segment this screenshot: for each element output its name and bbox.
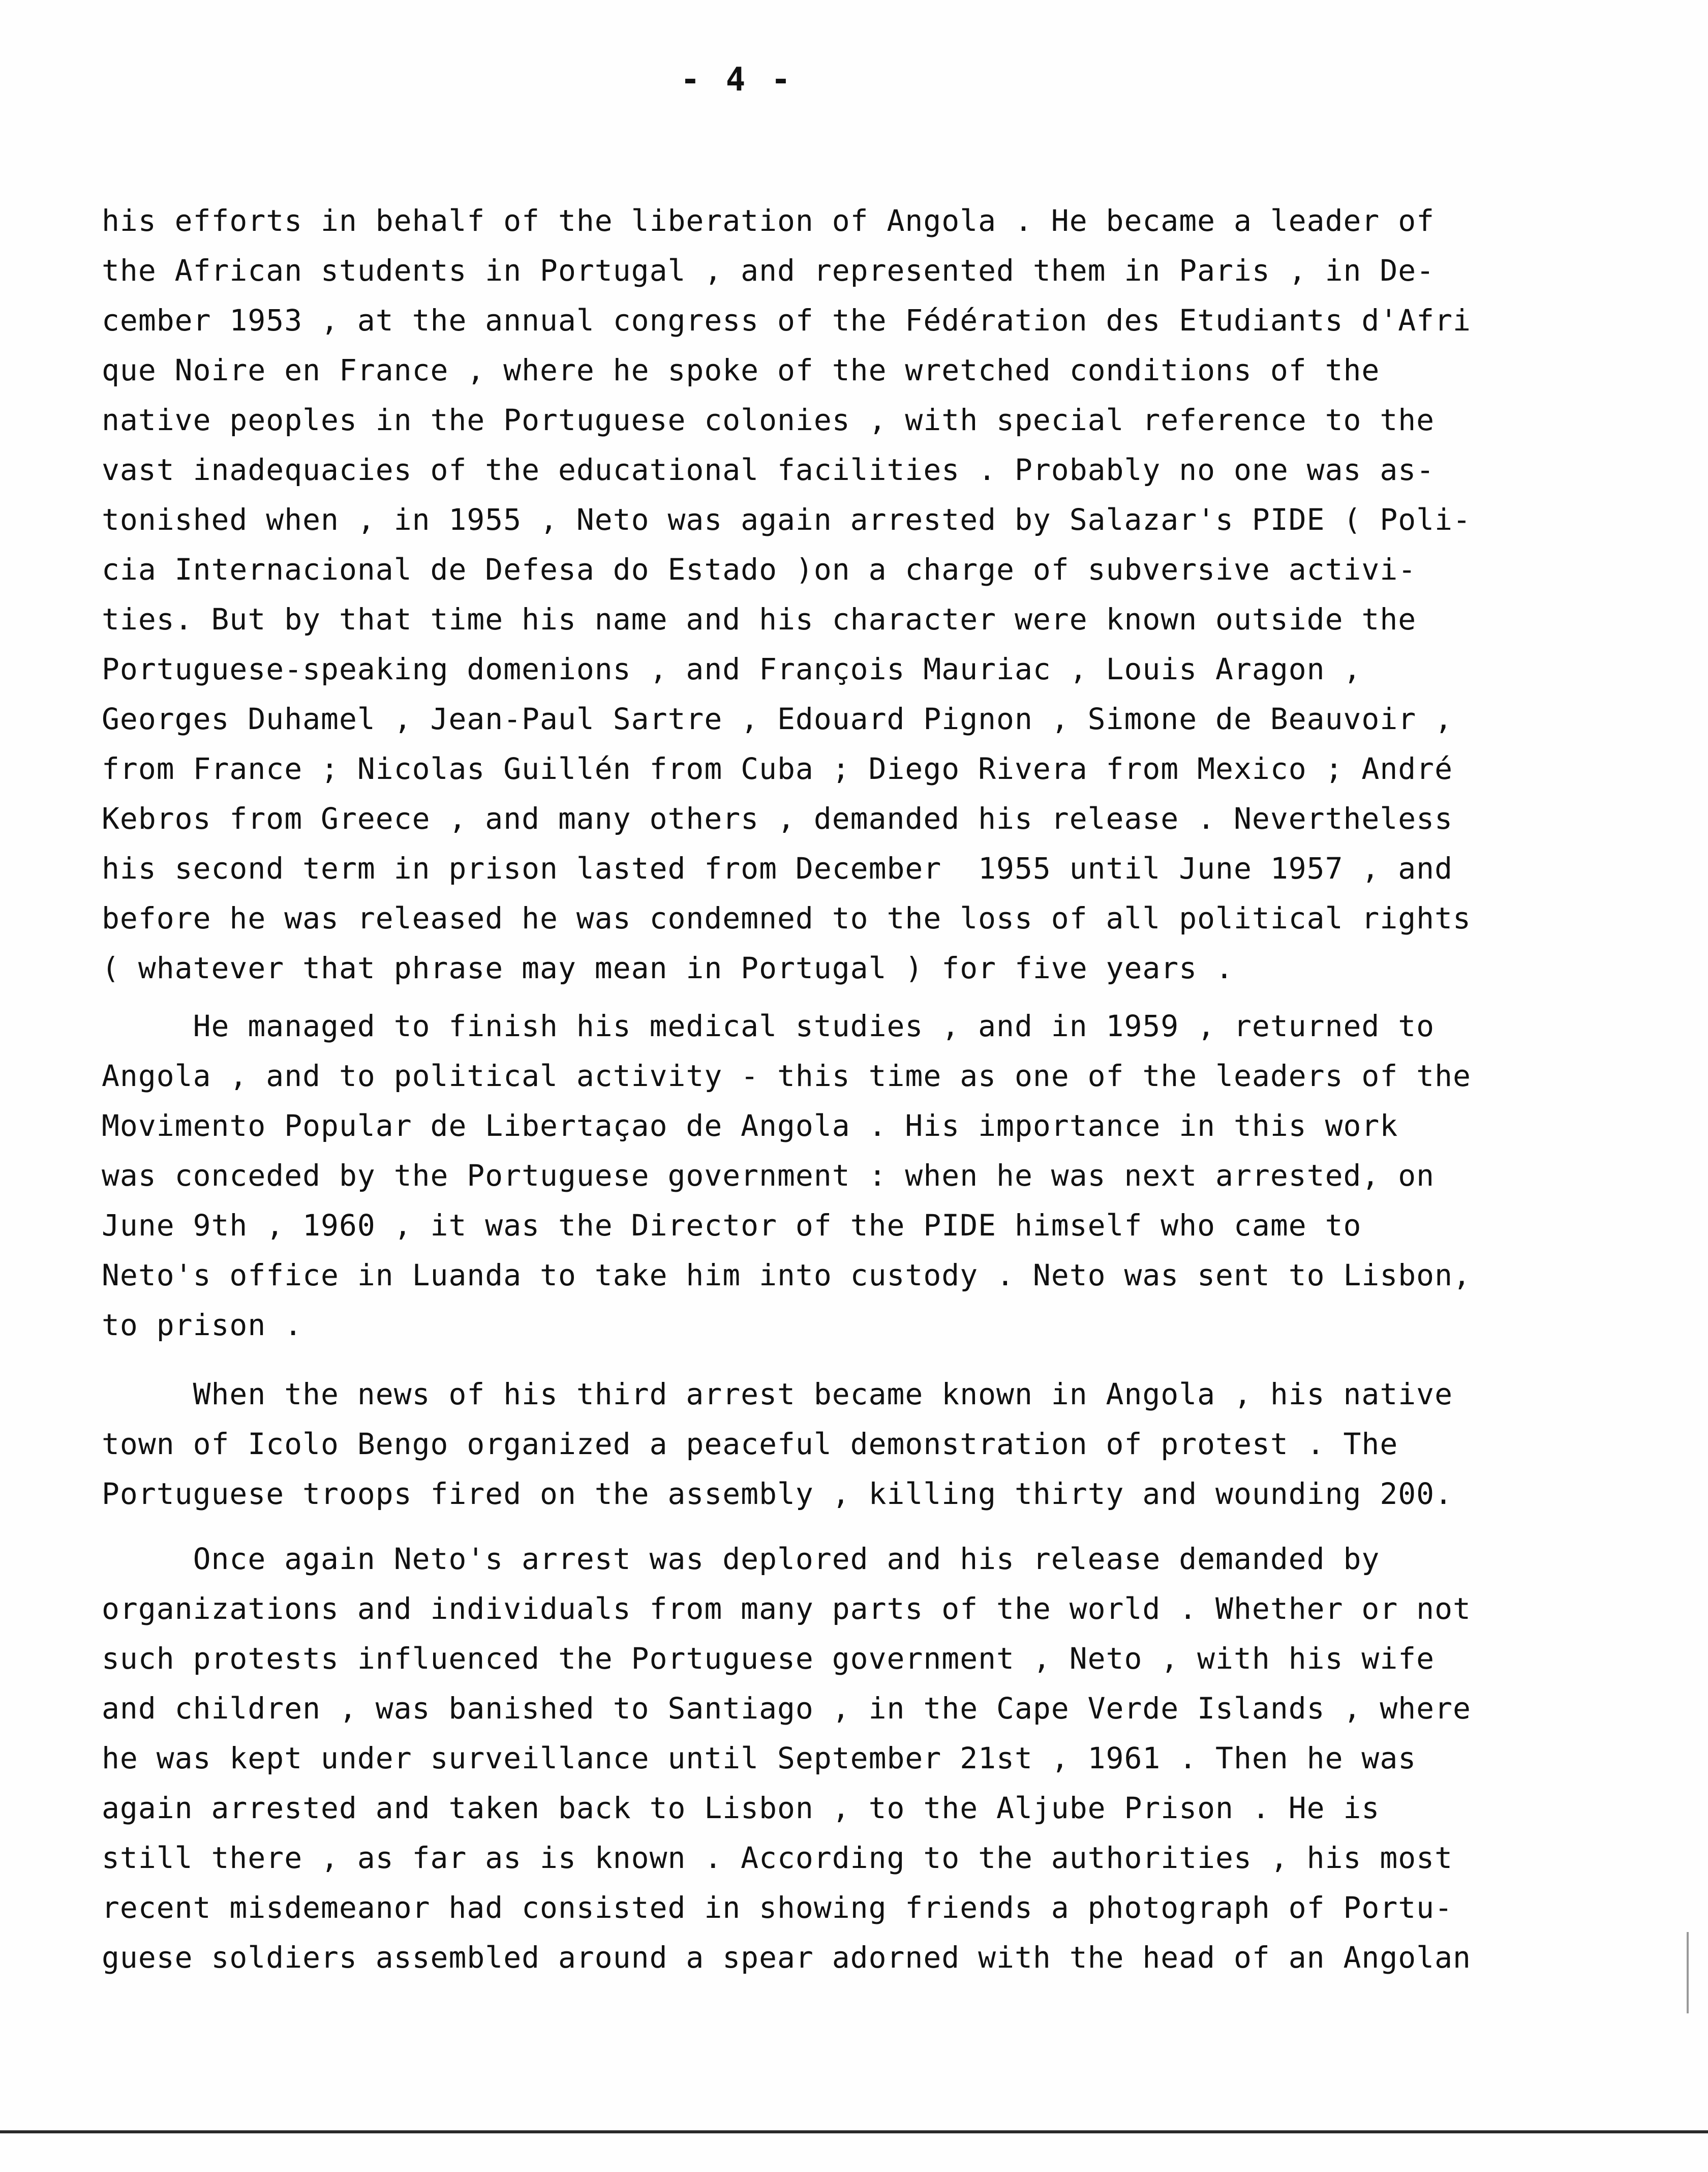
text-line: again arrested and taken back to Lisbon , to the Aljube Prison . He is (102, 1791, 1380, 1825)
paragraph-4 (102, 1534, 1667, 1982)
text-line: from France ; Nicolas Guillén from Cuba ; Diego Rivera from Mexico ; André (102, 751, 1453, 786)
paragraph-2 (102, 1001, 1667, 1350)
text-line: was conceded by the Portuguese government : when he was next arrested, on (102, 1158, 1435, 1193)
text-line: ( whatever that phrase may mean in Portugal ) for five years . (102, 951, 1234, 985)
text-line: recent misdemeanor had consisted in showing friends a photograph of Portu- (102, 1890, 1453, 1925)
text-line: his second term in prison lasted from December 1955 until June 1957 , and (102, 851, 1453, 886)
text-line: organizations and individuals from many parts of the world . Whether or not (102, 1591, 1471, 1626)
paragraph-1 (102, 196, 1667, 993)
text-line: town of Icolo Bengo organized a peaceful demonstration of protest . The (102, 1427, 1398, 1461)
text-line: the African students in Portugal , and represented them in Paris , in De- (102, 253, 1435, 288)
scan-edge-mark (1687, 1932, 1689, 2013)
text-line: tonished when , in 1955 , Neto was again arrested by Salazar's PIDE ( Poli- (102, 502, 1471, 537)
text-line: such protests influenced the Portuguese government , Neto , with his wife (102, 1641, 1435, 1676)
text-line: ties. But by that time his name and his character were known outside the (102, 602, 1417, 637)
text-line: que Noire en France , where he spoke of the wretched conditions of the (102, 353, 1380, 387)
text-line: Kebros from Greece , and many others , demanded his release . Nevertheless (102, 801, 1453, 836)
text-line: and children , was banished to Santiago , in the Cape Verde Islands , where (102, 1691, 1471, 1726)
text-line: Angola , and to political activity - this time as one of the leaders of the (102, 1059, 1471, 1093)
text-line: before he was released he was condemned to the loss of all political rights (102, 901, 1471, 936)
text-line: Neto's office in Luanda to take him into custody . Neto was sent to Lisbon, (102, 1258, 1471, 1292)
text-line: Portuguese troops fired on the assembly , killing thirty and wounding 200. (102, 1476, 1453, 1511)
text-line: Portuguese-speaking domenions , and François Mauriac , Louis Aragon , (102, 652, 1362, 686)
scan-bottom-edge (0, 2130, 1708, 2133)
text-line: He managed to finish his medical studies , and in 1959 , returned to (102, 1009, 1435, 1043)
text-line: guese soldiers assembled around a spear adorned with the head of an Angolan (102, 1940, 1471, 1975)
text-line: his efforts in behalf of the liberation of Angola . He became a leader of (102, 203, 1435, 238)
text-line: Once again Neto's arrest was deplored and his release demanded by (102, 1542, 1380, 1576)
text-line: to prison . (102, 1308, 303, 1342)
text-line: still there , as far as is known . According to the authorities , his most (102, 1841, 1453, 1875)
text-line: June 9th , 1960 , it was the Director of the PIDE himself who came to (102, 1208, 1362, 1243)
text-line: cember 1953 , at the annual congress of the Fédération des Etudiants d'Afri (102, 303, 1471, 338)
paragraph-3 (102, 1369, 1667, 1519)
text-line: When the news of his third arrest became known in Angola , his native (102, 1377, 1453, 1411)
text-line: native peoples in the Portuguese colonies , with special reference to the (102, 403, 1435, 437)
text-line: Georges Duhamel , Jean-Paul Sartre , Edouard Pignon , Simone de Beauvoir , (102, 702, 1453, 736)
text-line: he was kept under surveillance until September 21st , 1961 . Then he was (102, 1741, 1417, 1775)
text-line: Movimento Popular de Libertaçao de Angola . His importance in this work (102, 1108, 1398, 1143)
page-number: - 4 - (680, 61, 794, 99)
text-line: cia Internacional de Defesa do Estado )on a charge of subversive activi- (102, 552, 1417, 587)
body-text (102, 196, 1667, 1982)
text-line: vast inadequacies of the educational facilities . Probably no one was as- (102, 452, 1435, 487)
